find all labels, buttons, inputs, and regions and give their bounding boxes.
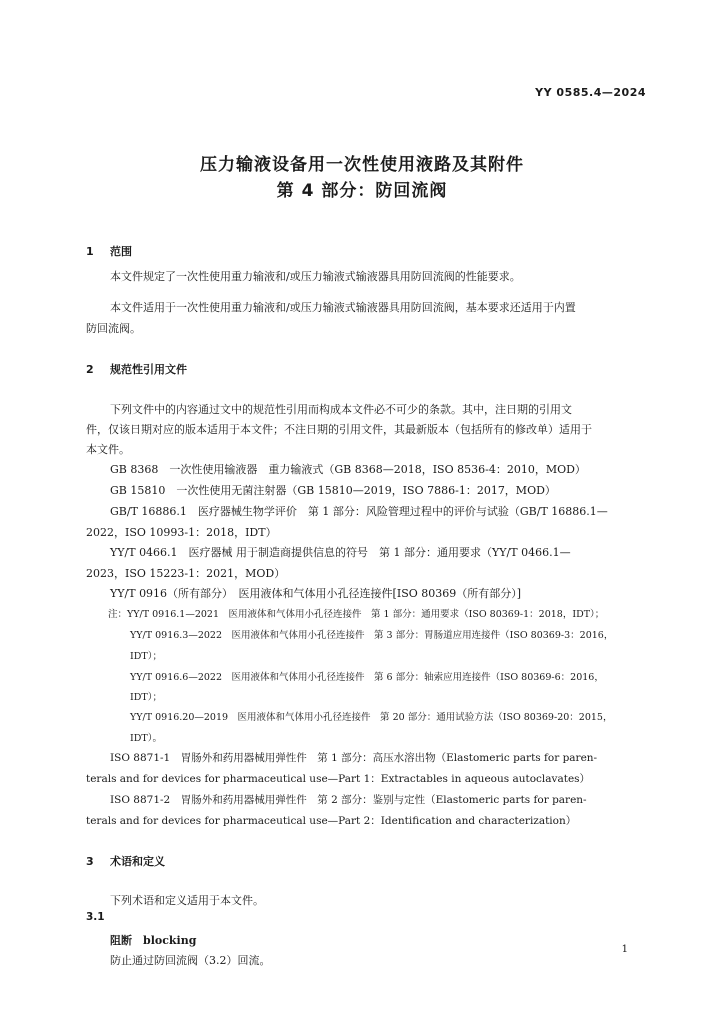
reference-item: YY/T 0916（所有部分） 医用液体和气体用小孔径连接件[ISO 80369（所有部分）] xyxy=(110,587,522,600)
document-subtitle: 第 4 部分：防回流阀 xyxy=(276,181,448,201)
note-line: YY/T 0916.3—2022 医用液体和气体用小孔径连接件 第 3 部分：胃肠道应用连接件（ISO 80369-3：2016， xyxy=(130,630,614,641)
reference-item: terals and for devices for pharmaceutical use—Part 1：Extractables in aqueous autoclavates） xyxy=(86,773,591,785)
paragraph: 本文件。 xyxy=(86,443,130,456)
paragraph: 下列文件中的内容通过文中的规范性引用而构成本文件必不可少的条款。其中，注日期的引用文 xyxy=(110,403,572,416)
note-line: 注：YY/T 0916.1—2021 医用液体和气体用小孔径连接件 第 1 部分：通用要求（ISO 80369-1：2018，IDT）； xyxy=(108,609,605,620)
reference-item: 2023，ISO 15223-1：2021，MOD） xyxy=(86,567,286,580)
reference-item: GB 8368 一次性使用输液器 重力输液式（GB 8368—2018，ISO 8536-4：2010，MOD） xyxy=(110,463,586,476)
section-3-heading xyxy=(86,853,165,869)
section-number: 3 xyxy=(86,855,94,868)
term-entry xyxy=(110,932,196,948)
paragraph: 本文件规定了一次性使用重力输液和/或压力输液式输液器具用防回流阀的性能要求。 xyxy=(110,270,521,283)
paragraph: 本文件适用于一次性使用重力输液和/或压力输液式输液器具用防回流阀，基本要求还适用于内置 xyxy=(110,301,576,314)
standard-number: YY 0585.4—2024 xyxy=(535,86,646,99)
paragraph: 下列术语和定义适用于本文件。 xyxy=(110,894,264,907)
paragraph: 件，仅该日期对应的版本适用于本文件；不注日期的引用文件，其最新版本（包括所有的修改单）适用于 xyxy=(86,423,592,436)
term-chinese: 阻断 xyxy=(110,934,132,947)
reference-item: ISO 8871-1 胃肠外和药用器械用弹性件 第 1 部分：高压水溶出物（Elastomeric parts for paren- xyxy=(110,752,598,764)
term-english: blocking xyxy=(143,934,197,947)
section-title: 规范性引用文件 xyxy=(110,363,187,376)
reference-item: GB/T 16886.1 医疗器械生物学评价 第 1 部分：风险管理过程中的评价与试验（GB/T 16886.1— xyxy=(110,505,608,518)
note-line: IDT）。 xyxy=(130,733,162,744)
document-title: 压力输液设备用一次性使用液路及其附件 xyxy=(200,155,524,175)
section-2-heading xyxy=(86,361,187,377)
section-number: 1 xyxy=(86,245,94,258)
page-number: 1 xyxy=(621,944,628,955)
section-title: 术语和定义 xyxy=(110,855,165,868)
note-line: IDT）； xyxy=(130,651,162,662)
section-1-heading xyxy=(86,243,132,259)
reference-item: YY/T 0466.1 医疗器械 用于制造商提供信息的符号 第 1 部分：通用要求（YY/T 0466.1— xyxy=(110,546,571,559)
reference-item: ISO 8871-2 胃肠外和药用器械用弹性件 第 2 部分：鉴别与定性（Elastomeric parts for paren- xyxy=(110,794,587,806)
section-number: 2 xyxy=(86,363,94,376)
term-definition: 防止通过防回流阀（3.2）回流。 xyxy=(110,954,271,967)
paragraph: 防回流阀。 xyxy=(86,322,141,335)
note-line: YY/T 0916.6—2022 医用液体和气体用小孔径连接件 第 6 部分：轴索应用连接件（ISO 80369-6：2016， xyxy=(130,672,604,683)
reference-item: terals and for devices for pharmaceutical use—Part 2：Identification and characterization） xyxy=(86,815,577,827)
reference-item: 2022，ISO 10993-1：2018，IDT） xyxy=(86,526,277,539)
reference-item: GB 15810 一次性使用无菌注射器（GB 15810—2019，ISO 7886-1：2017，MOD） xyxy=(110,484,556,497)
section-title: 范围 xyxy=(110,245,132,258)
note-line: IDT）； xyxy=(130,692,162,703)
note-line: YY/T 0916.20—2019 医用液体和气体用小孔径连接件 第 20 部分：通用试验方法（ISO 80369-20：2015， xyxy=(130,712,613,723)
term-number: 3.1 xyxy=(86,911,105,923)
